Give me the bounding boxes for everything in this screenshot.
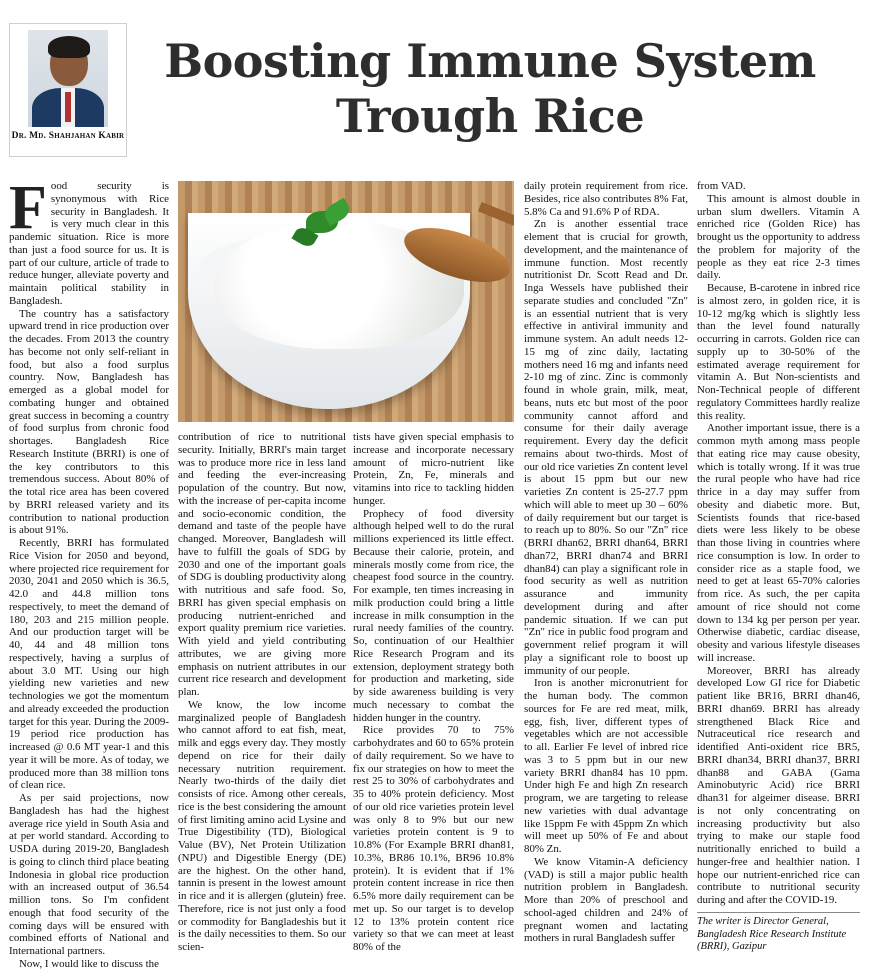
author-box <box>9 23 127 157</box>
paragraph: We know Vitamin-A deficiency (VAD) is still a major public health nutrition problem in Bangladesh. More than 20% of preschool and school-aged children and 24% of pregnant women and lactating mothers in rural Bangladesh suffer <box>524 855 688 945</box>
paragraph: contribution of rice to nutritional security. Initially, BRRI's main target was to produce more rice in less land and feeding the ever-increasing population of the country. But now, with the increase of per-capita income and socio-economic condition, the demand and taste of the people have changed. Moreover, Bangladesh will have to fulfill the goals of SDG by 2030 and one of the important goals of SDG is doubling productivity along with nutritious and safe food. So, BRRI has given special emphasis on producing nutrient-enriched and export quality premium rice varieties. With yield and yield contributing attributes, we are giving more emphasis on nutrient attributes in our current rice research and development plan. <box>178 431 346 698</box>
paragraph: tists have given special emphasis to increase and incorporate necessary amount of micro-nutrient like Protein, Zn, Fe, minerals and vitamins into rice to tackling hidden hunger. <box>353 431 514 507</box>
headline-line-2: Trough Rice <box>335 89 645 143</box>
paragraph: Another important issue, there is a common myth among mass people that eating rice may cause obesity, which is totally wrong. If it was true the rural people who have had rice thrice in a day may suffer from obesity and diabetic more. But, Scientists founds that rice-based diets were less likely to be obese than those living in countries where rice consumption is low. In order to consider rice as a staple food, we need to get at least 65-70% calories from rice. As such, the per capita amount of rice should not come down to 134 kg per person per year. Otherwise diabetic, cardiac disease, obesity and various lifestyle diseases will increase. <box>697 422 860 664</box>
paragraph: Recently, BRRI has formulated Rice Vision for 2050 and beyond, where projected rice requirement for 2030, 2041 and 2050 which is 36.5, 42.0 and 44.8 million tons respectively, to meet the demand of 180, 203 and 215 million people. And our production target will be 40, 44 and 48 million tons respectively, having a surplus of about 3.0 MT. Using our high yielding new varieties and new technologies we got the momentum and already exceeded the production target for this year. During the 2009-19 period rice production has increased @ 0.6 MT year-1 and this year it will be more. As of today, we produced more than 38 million tons of clean rice. <box>9 537 169 792</box>
headline <box>150 34 830 144</box>
paragraph: Rice provides 70 to 75% carbohydrates and 60 to 65% protein of daily requirement. So we have to fix our strategies on how to meet the rest 25 to 30% of carbohydrates and 35 to 40% protein deficiency. Most of our old rice varieties protein level was only 8 to 9% but our new varieties protein content is 9 to 10.8% (For Example BRRI dhan81, 10.3%, BR86 10.1%, BR96 10.8% protein). It is evident that if 1% protein content increase in rice then 6.5% more daily requirement can be met up. So our target is to develop 12 to 13% protein content rice variety so that we can meet at least 80% of the <box>353 724 514 953</box>
author-footnote: The writer is Director General, Bangladesh Rice Research Institute (BRRI), Gazipur <box>697 912 860 954</box>
paragraph: daily protein requirement from rice. Besides, rice also contributes 8% Fat, 5.8% Ca and 91.6% P of RDA. <box>524 180 688 218</box>
article-column-1 <box>9 174 169 971</box>
paragraph: Because, B-carotene in inbred rice is almost zero, in golden rice, it is 10-12 mg/kg which is slightly less than the level found naturally occurring in carrots. Golden rice can supply up to 30-50% of the estimated average requirement for vitamin A. But Non-scientists and Non-Technical people of different regulatory Committees hardly realize this reality. <box>697 282 860 422</box>
article-column-3 <box>353 431 514 954</box>
paragraph: As per said projections, now Bangladesh has had the highest average rice yield in South Asia and at per world standard. According to USDA during 2019-20, Bangladesh is going to clinch third place beating Indonesia in global rice production with an increased output of 36.54 million tons. So I'm confident enough that food security of the coming days will be ensured with combined efforts of National and International partners. <box>9 792 169 957</box>
paragraph: Prophecy of food diversity although helped well to do the rural millions experienced its little effect. Because their calorie, protein, and minerals mostly come from rice, the cheapest food source in the country. For example, ten times increasing in milk production could bring a little increase in milk consumption in the rural needy families of the country. So, continuation of our Healthier Rice Research Program and its extension, deployment strategy both for production and marketing, side by side awareness building is very much necessary to combat the hidden hunger in the country. <box>353 507 514 724</box>
drop-cap: F <box>9 174 47 242</box>
author-name: Dr. Md. Shahjahan Kabir <box>11 131 125 141</box>
paragraph: Now, I would like to discuss the <box>19 957 159 970</box>
paragraph: This amount is almost double in urban slum dwellers. Vitamin A enriched rice (Golden Rice) has brought us the opportunity to address the problem for majority of the people as they eat rice 2-3 times daily. <box>697 192 860 282</box>
paragraph: We know, the low income marginalized people of Bangladesh who cannot afford to eat fish, meat, milk and eggs every day. They mostly depend on rice for their daily necessary nutrition requirement. Nearly two-thirds of the daily diet consists of rice. Among other cereals, rice is the best considering the amount of first limiting amino acid Lysine and True Digestibility (TD), Biological Value (BV), Net Protein Utilization (NPU) and Digestible Energy (DE) are the highest. On the other hand, tannin is present in the lowest amount in rice and it is allergen (glutein) free. Therefore, rice is not just only a food or commodity for Bangladeshis but it is the daily necessities to them. So our scien- <box>178 698 346 953</box>
paragraph: Zn is another essential trace element that is crucial for growth, development, and the maintenance of immune function. Most recently nutritionist Dr. Scott Read and Dr. Inga Wessels have published their separate studies and concluded "Zn" is an essential nutrient that is very effective in antiviral immunity and immune system. An adult needs 12-15 mg of zinc daily, lactating mothers need 16 mg and infants need 2-10 mg of zinc. Zinc is commonly found in whole grain, milk, meat, beans, nuts etc but most of the poor community cannot afford and consume for their daily average requirement. Every day the deficit remains about two-thirds. Most of our old rice varieties Zn content level is about 15 ppm but our new varieties Zn content is 25-27.7 ppm which will able to meet up 30 – 60% of daily requirement but our target is to reach up to 80%. So our "Zn" rice (BRRI dhan62, BRRI dhan64, BRRI dhan72, BRRI dhan74 and BRRI dhan84) can play a significant role in food security as well as nutrition assurance and immunity development during and after pandemic situation. If we can put "Zn" rice in public food program and government relief program it will play a significant role to boost up immunity of our people. <box>524 218 688 677</box>
headline-line-1: Boosting Immune System <box>164 34 816 88</box>
article-column-4 <box>524 180 688 945</box>
paragraph: from VAD. <box>697 180 746 192</box>
paragraph: Iron is another micronutrient for the human body. The common sources for Fe are red meat, milk, egg, fish, liver, different types of vegetables which are not accessible to all. Earlier Fe level of inbred rice was 3 to 5 ppm but in our new variety BRRI dhan84 has 10 ppm. Under high Fe and high Zn research program, we are targeting to release new varieties with dual advantage like 15ppm Fe with 45ppm Zn which will meet up 50% of Fe and about 80% Zn. <box>524 677 688 855</box>
paragraph: Food security is synonymous with Rice security in Bangladesh. It is very much clear in this pandemic situation. Rice is more than just a food source for us. It is part of our culture, article of trade to reduce hunger, alleviate poverty and maintain political stability in Bangladesh. <box>9 174 169 307</box>
paragraph: Moreover, BRRI has already developed Low GI rice for Diabetic patient like BR16, BRRI dhan46, BRRI dhan69. BRRI has already strengthened Black Rice and Nutraceutical rice research and identified Anti-oxident rice BR5, BRRI dhan34, BRRI dhan37, BRRI dhan88 and GABA (Gama Aminobutyric Acid) rice BRRI dhan31 for algeimer disease. BRRI is not only concentrating on increasing productivity but also trying to make our staple food nutritionally enriched to build a hunger-free and healthier nation. I hope our nutrient-enriched rice can contribute to nutritional security during and after the COVID-19. <box>697 664 860 906</box>
rice-bowl-photo <box>178 181 514 422</box>
article-column-5 <box>697 180 860 907</box>
author-photo <box>28 30 108 127</box>
article-column-2 <box>178 431 346 954</box>
paragraph: The country has a satisfactory upward trend in rice production over the decades. From 2013 the country has become not only self-reliant in food, but also a food surplus country. Now, Bangladesh has emerged as a global model for combating hunger and obtained great success in becoming a country of food surplus from chronic food shortages. Bangladesh Rice Research Institute (BRRI) is one of the key contributors to this tremendous success. About 80% of the total rice area has been covered by BRRI released variety and its contribution to national production is about 91%. <box>9 307 169 537</box>
